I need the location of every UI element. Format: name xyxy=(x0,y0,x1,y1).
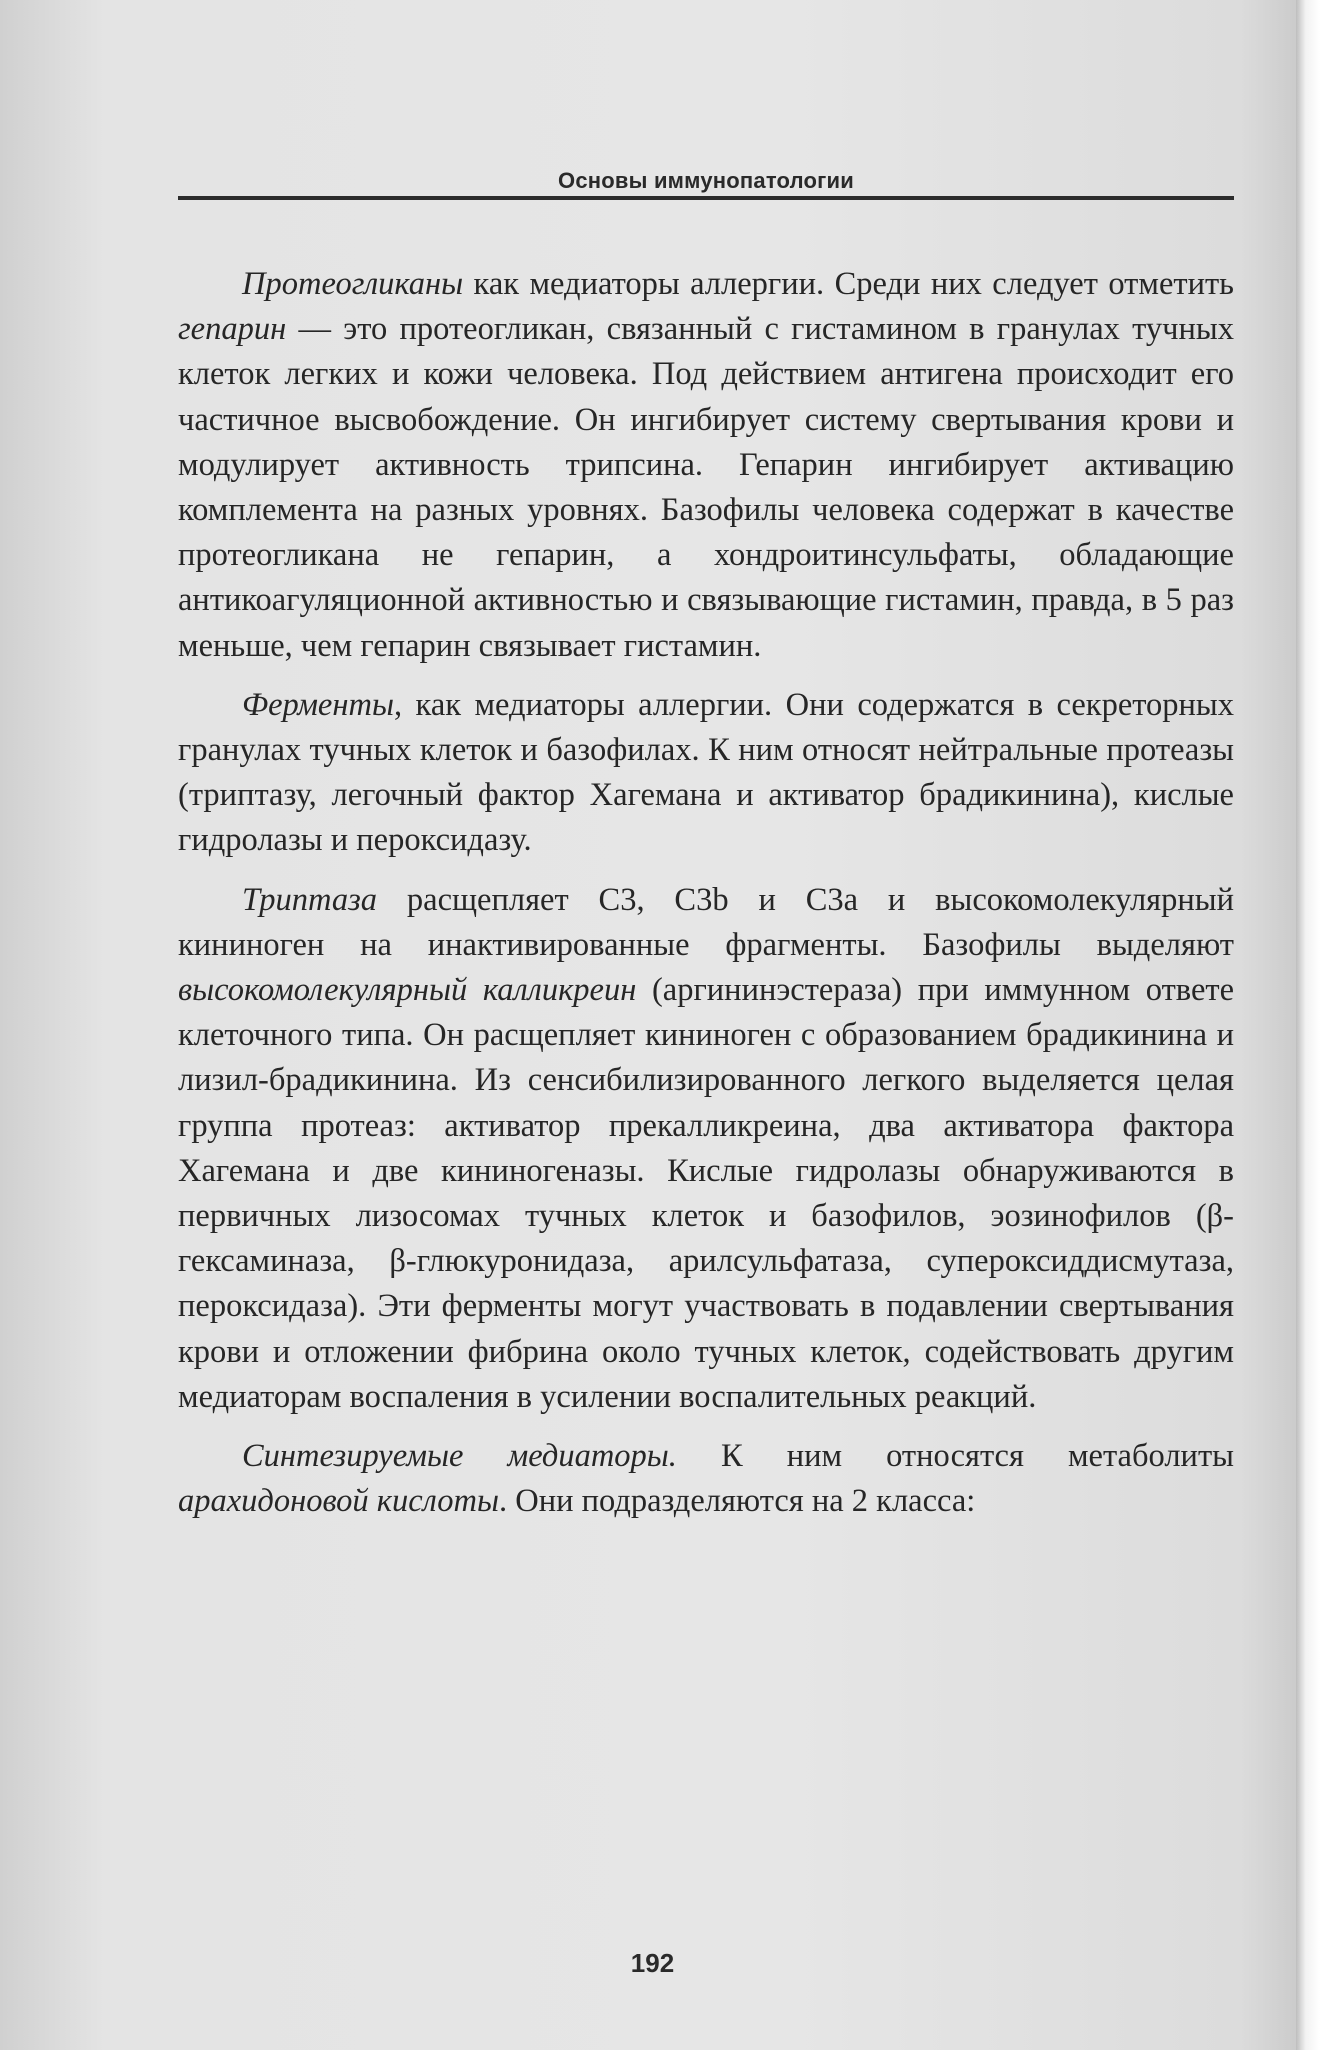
paragraph-text: . Они подразделяются на 2 класса: xyxy=(498,1483,976,1520)
paragraph-text: (аргининэстераза) при иммунном ответе клеточного типа. Он расщепляет кининоген с образованием брадикинина и лизил-брадикинина. Из сенсибилизированного легкого выделяется целая группа протеаз: активатор прекалликреина, два активатора фактора Хагемана и две кининогеназы. Кислые гидролазы обнаруживаются в первичных лизосомах тучных клеток и базофилов, эозинофилов (β-гексаминаза, β-глюкуронидаза, арилсульфатаза, супероксиддисмутаза, пероксидаза). Эти ферменты могут участвовать в подавлении свертывания крови и отложении фибрина около тучных клеток, содействовать другим медиаторам воспаления в усилении воспалительных реакций. xyxy=(178,972,1235,1415)
paragraph-text: как медиаторы аллергии. Среди них следует отметить xyxy=(463,266,1234,302)
running-header: Основы иммунопатологии xyxy=(558,168,854,193)
paragraph-text: К ним относятся метаболиты xyxy=(676,1438,1234,1475)
paragraph-proteoglycans xyxy=(178,262,1234,669)
term-kallikrein: высокомолекулярный калликреин xyxy=(178,972,637,1009)
page-edge xyxy=(1296,0,1320,2050)
paragraph-enzymes xyxy=(178,683,1234,864)
term-heparin: гепарин xyxy=(178,311,287,348)
term-arachidonic-acid: арахидоновой кислоты xyxy=(178,1483,499,1520)
term-proteoglycans: Протеогликаны xyxy=(242,266,464,302)
paragraph-synthesized-mediators xyxy=(178,1434,1234,1524)
paragraph-text: расщепляет C3, C3b и C3a и высокомолекулярный кининоген на инактивированные фрагменты. Базофилы выделяют xyxy=(178,881,1234,963)
header-rule xyxy=(178,196,1234,200)
term-synthesized-mediators: Синтезируемые медиаторы. xyxy=(242,1438,677,1475)
page-number: 192 xyxy=(630,1948,675,1978)
body-text xyxy=(178,262,1234,1524)
paragraph-text: — это протеогликан, связанный с гистамином в гранулах тучных клеток легких и кожи человека. Под действием антигена происходит его частичное высвобождение. Он ингибирует систему свертывания крови и модулирует активность трипсина. Гепарин ингибирует активацию комплемента на разных уровнях. Базофилы человека содержат в качестве протеогликана не гепарин, а хондроитинсульфаты, обладающие антикоагуляционной активностью и связывающие гистамин, правда, в 5 раз меньше, чем гепарин связывает гистамин. xyxy=(178,311,1234,664)
term-tryptase: Триптаза xyxy=(242,881,378,918)
paragraph-tryptase xyxy=(178,878,1234,1420)
paragraph-text: , как медиаторы аллергии. Они содержатся в секреторных гранулах тучных клеток и базофилах. К ним относят нейтральные протеазы (триптазу, легочный фактор Хагемана и активатор брадикинина), кислые гидролазы и пероксидазу. xyxy=(178,686,1234,859)
term-enzymes: Ферменты xyxy=(242,686,394,723)
